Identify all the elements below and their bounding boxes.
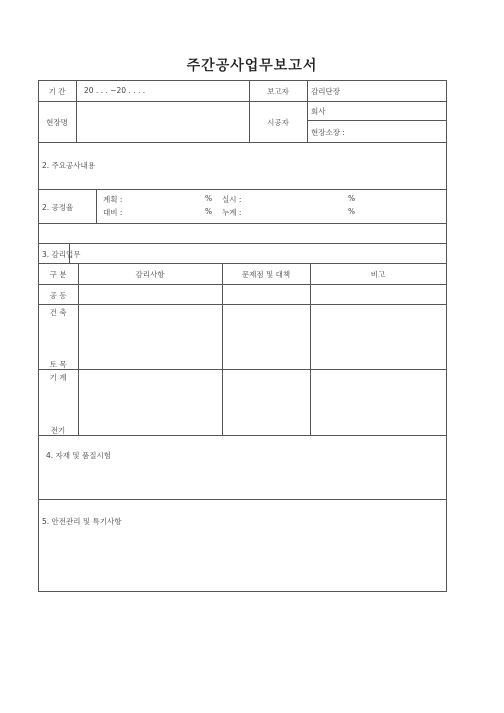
table-row-architecture: 건 축 — [49, 308, 67, 317]
table-header-issues: 문제점 및 대책 — [241, 270, 291, 279]
progress-compare: 대비 : — [103, 208, 123, 217]
table-header-remarks: 비고 — [370, 270, 386, 279]
table-row-common: 공 동 — [49, 291, 67, 300]
contractor-label: 시공자 — [267, 118, 289, 127]
contractor-company: 회사 — [311, 107, 326, 116]
progress-cumulative: 누계 : — [222, 208, 242, 217]
table-header-supervision: 감리사항 — [135, 270, 165, 279]
period-value: 20 . . . ~20 . . . . — [84, 86, 146, 95]
reporter-label: 보고자 — [267, 87, 289, 96]
progress-plan-pct: % — [205, 194, 213, 203]
contractor-site-manager: 현장소장 : — [311, 128, 345, 137]
table-row-civil: 토 목 — [49, 360, 67, 369]
progress-label: 2. 공정율 — [42, 203, 74, 212]
table-row-electrical: 전기 — [50, 426, 66, 435]
period-label: 기 간 — [48, 87, 66, 96]
section3-label: 3. 감리업무 — [42, 250, 81, 259]
section4-label: 4. 자재 및 품질시험 — [46, 451, 112, 460]
document-title: 주간공사업무보고서 — [186, 58, 318, 74]
section2-label: 2. 주요공사내용 — [42, 161, 96, 170]
progress-actual-pct: % — [348, 194, 356, 203]
progress-compare-pct: % — [205, 207, 213, 216]
progress-plan: 계획 : — [103, 195, 123, 204]
table-row-mechanical: 기 계 — [49, 373, 67, 382]
progress-actual: 실시 : — [222, 195, 242, 204]
section5-label: 5. 안전관리 및 특기사항 — [42, 517, 122, 526]
progress-cumulative-pct: % — [348, 207, 356, 216]
site-name-label: 현장명 — [46, 118, 68, 127]
reporter-value: 감리단장 — [311, 87, 340, 96]
table-header-category: 구 분 — [49, 270, 67, 279]
